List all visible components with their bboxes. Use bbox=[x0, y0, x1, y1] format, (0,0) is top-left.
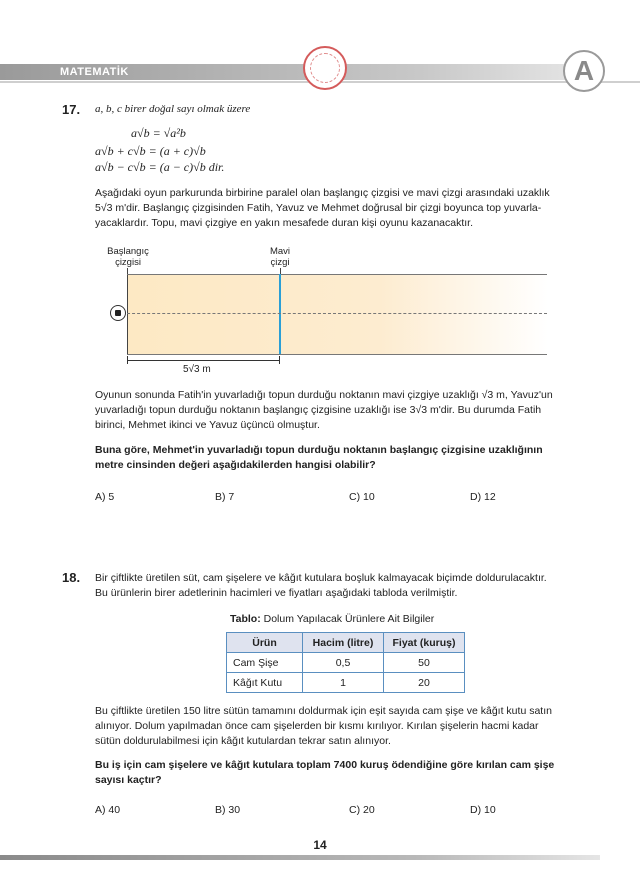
start-line-label-line-2: çizgisi bbox=[115, 257, 141, 268]
blue-line-label-line-1: Mavi bbox=[269, 246, 291, 257]
q18-paragraph-2-line-3: sütün doldurulabilmesi için kâğıt kutulardan tekrar satın alınıyor. bbox=[95, 735, 391, 747]
q18-question-line-1: Bu iş için cam şişelere ve kâğıt kutulara toplam 7400 kuruş ödendiğine göre kırılan cam şişe bbox=[95, 759, 555, 771]
q17-option-b[interactable]: B) 7 bbox=[215, 491, 235, 503]
q17-formula-3: a√b − c√b = (a − c)√b dir. bbox=[95, 160, 225, 174]
blue-line-label bbox=[262, 246, 298, 268]
ministry-logo-ring bbox=[310, 53, 340, 83]
table-cell-volume: 1 bbox=[303, 673, 384, 693]
q17-paragraph-2-line-3: birinci, Mehmet ikinci ve Yavuz üçüncü olmuştur. bbox=[95, 419, 320, 431]
distance-measure-line bbox=[127, 360, 280, 361]
start-line-label-line-1: Başlangıç bbox=[107, 246, 149, 257]
distance-measure-left bbox=[127, 356, 128, 364]
table-caption-text: Dolum Yapılacak Ürünlere Ait Bilgiler bbox=[260, 613, 435, 625]
table-caption bbox=[230, 613, 434, 625]
q17-intro: a, b, c birer doğal sayı olmak üzere bbox=[95, 103, 251, 115]
q17-question-line-2: metre cinsinden değeri aşağıdakilerden hangisi olabilir? bbox=[95, 459, 376, 471]
table-header-volume: Hacim (litre) bbox=[303, 633, 384, 653]
q18-paragraph-2-line-2: alınıyor. Dolum yapılmadan önce cam şişelerden bir kısmı kırılıyor. Kırılan şişelerin hacmi kadar bbox=[95, 720, 539, 732]
q17-option-a[interactable]: A) 5 bbox=[95, 491, 115, 503]
q18-paragraph-2-line-1: Bu çiftlikte üretilen 150 litre sütün tamamını doldurmak için eşit sayıda cam şişe ve kâğıt kutu satın bbox=[95, 705, 552, 717]
table-caption-label: Tablo: bbox=[230, 613, 261, 625]
q18-option-d[interactable]: D) 10 bbox=[470, 804, 496, 816]
distance-label: 5√3 m bbox=[183, 364, 211, 375]
q18-question-line-2: sayısı kaçtır? bbox=[95, 774, 162, 786]
distance-measure-right bbox=[279, 356, 280, 364]
q17-paragraph-2-line-1: Oyunun sonunda Fatih'in yuvarladığı topun durduğu noktanın mavi çizgiye uzaklığı √3 m, Yavuz'un bbox=[95, 389, 553, 401]
booklet-badge bbox=[563, 50, 605, 92]
q17-option-d[interactable]: D) 12 bbox=[470, 491, 496, 503]
q18-option-c[interactable]: C) 20 bbox=[349, 804, 375, 816]
q17-formula-2: a√b + c√b = (a + c)√b bbox=[95, 144, 206, 158]
question-18-number: 18. bbox=[62, 570, 81, 585]
q18-option-a[interactable]: A) 40 bbox=[95, 804, 121, 816]
q18-paragraph-1-line-2: Bu ürünlerin birer adetlerinin hacimleri ve fiyatları aşağıdaki tabloda verilmiştir. bbox=[95, 587, 458, 599]
page-number: 14 bbox=[313, 838, 327, 852]
table-header-row bbox=[227, 633, 465, 653]
q17-option-c[interactable]: C) 10 bbox=[349, 491, 375, 503]
q17-paragraph-1-line-2: 5√3 m'dir. Başlangıç çizgisinden Fatih, Yavuz ve Mehmet doğrusal bir çizgi boyunca top yuvarla- bbox=[95, 202, 542, 214]
table-cell-price: 50 bbox=[384, 653, 465, 673]
table-row bbox=[227, 673, 465, 693]
q18-option-b[interactable]: B) 30 bbox=[215, 804, 241, 816]
table-cell-product: Cam Şişe bbox=[227, 653, 303, 673]
field-bottom-border bbox=[127, 354, 547, 355]
table-header-price: Fiyat (kuruş) bbox=[384, 633, 465, 653]
blue-line-label-line-2: çizgi bbox=[270, 257, 290, 268]
table-cell-price: 20 bbox=[384, 673, 465, 693]
booklet-letter: A bbox=[573, 55, 595, 86]
table-header-product: Ürün bbox=[227, 633, 303, 653]
blue-line bbox=[279, 274, 281, 354]
products-table bbox=[226, 632, 465, 693]
q17-paragraph-1-line-1: Aşağıdaki oyun parkurunda birbirine paralel olan başlangıç çizgisi ve mavi çizgi arasındaki uzaklık bbox=[95, 187, 550, 199]
q18-paragraph-1-line-1: Bir çiftlikte üretilen süt, cam şişelere ve kâğıt kutulara boşluk kalmayacak biçimde doldurulacaktır. bbox=[95, 572, 547, 584]
table-cell-volume: 0,5 bbox=[303, 653, 384, 673]
q17-paragraph-2-line-2: yuvarladığı topun durduğu noktanın başlangıç çizgisine uzaklığı ise 3√3 m'dir. Bu durumda Fatih bbox=[95, 404, 542, 416]
ball-pattern bbox=[115, 310, 121, 316]
field-top-border bbox=[127, 274, 547, 275]
question-17-number: 17. bbox=[62, 102, 81, 117]
q17-question-line-1: Buna göre, Mehmet'in yuvarladığı topun durduğu noktanın başlangıç çizgisine uzaklığının bbox=[95, 444, 543, 456]
footer-bar bbox=[0, 855, 600, 860]
game-field bbox=[127, 274, 548, 354]
q17-formula-1: a√b = √a²b bbox=[131, 126, 186, 140]
q17-paragraph-1-line-3: yacaklardır. Topu, mavi çizgiye en yakın mesafede duran kişi oyunu kazanacaktır. bbox=[95, 217, 474, 229]
table-row bbox=[227, 653, 465, 673]
subject-title: MATEMATİK bbox=[60, 66, 129, 78]
start-line-label bbox=[100, 246, 156, 268]
table-cell-product: Kâğıt Kutu bbox=[227, 673, 303, 693]
ball-path-line bbox=[117, 313, 547, 314]
